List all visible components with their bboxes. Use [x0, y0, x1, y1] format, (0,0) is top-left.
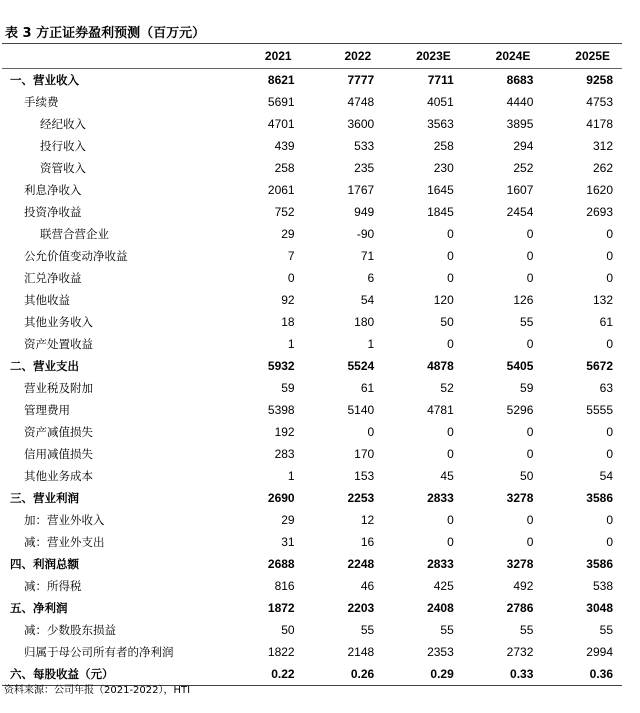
- value-cell-2023e: 3563: [427, 117, 454, 131]
- row-label: 五、净利润: [10, 601, 68, 615]
- value-cell-2022: 2203: [347, 601, 375, 615]
- value-cell-2021: 1822: [267, 645, 295, 659]
- value-cell-2023e: 1645: [427, 183, 454, 197]
- value-cell-2025e: 4753: [586, 95, 613, 109]
- value-cell-2022: 4748: [347, 95, 375, 109]
- row-label: 减：少数股东损益: [24, 623, 116, 637]
- value-cell-2024e: 0: [526, 425, 534, 439]
- value-cell-2022: 2148: [347, 645, 375, 659]
- value-cell-2025e: 2994: [586, 645, 613, 659]
- row-label: 其他业务成本: [24, 469, 93, 483]
- value-cell-2025e: 0: [606, 535, 613, 549]
- value-cell-2023e: 258: [433, 139, 454, 153]
- value-cell-2023e: 0: [447, 249, 454, 263]
- value-cell-2024e: 3895: [506, 117, 534, 131]
- value-cell-2024e: 2454: [506, 205, 534, 219]
- row-label: 其他收益: [24, 293, 70, 307]
- table-row: [2, 223, 622, 245]
- row-label: 公允价值变动净收益: [24, 249, 128, 263]
- value-cell-2023e: 4878: [427, 359, 454, 373]
- value-cell-2021: 2690: [267, 491, 295, 505]
- value-cell-2025e: 312: [592, 139, 613, 153]
- table-row: [2, 267, 622, 289]
- value-cell-2022: 12: [360, 513, 375, 527]
- row-label: 信用减值损失: [24, 447, 93, 461]
- source-note: 资料来源：公司年报（2021-2022），HTI: [4, 685, 191, 696]
- table-row: [2, 399, 622, 421]
- value-cell-2022: 7777: [347, 73, 375, 87]
- table-row: [2, 509, 622, 531]
- table-row: [2, 487, 622, 509]
- value-cell-2023e: 0: [447, 535, 454, 549]
- table-row: [2, 245, 622, 267]
- table-row: [2, 553, 622, 575]
- value-cell-2025e: 0.36: [542, 663, 622, 686]
- value-cell-2021: 816: [274, 579, 295, 593]
- value-cell-2024e: 5296: [506, 403, 534, 417]
- value-cell-2021: 258: [274, 161, 295, 175]
- table-row: [2, 465, 622, 487]
- value-cell-2024e: 4440: [506, 95, 534, 109]
- table-row: [2, 135, 622, 157]
- value-cell-2022: 54: [360, 293, 375, 307]
- value-cell-2022: 0: [367, 425, 375, 439]
- value-cell-2021: 92: [281, 293, 295, 307]
- value-cell-2023e: 4051: [427, 95, 454, 109]
- value-cell-2023e: 0: [447, 513, 454, 527]
- value-cell-2022: 16: [360, 535, 375, 549]
- row-label: 加：营业外收入: [24, 513, 105, 527]
- table-row: [2, 355, 622, 377]
- value-cell-2025e: 5672: [586, 359, 613, 373]
- value-cell-2025e: 5555: [586, 403, 613, 417]
- value-cell-2024e: 294: [513, 139, 534, 153]
- value-cell-2023e: 425: [433, 579, 454, 593]
- table-row: [2, 91, 622, 113]
- value-cell-2025e: 0: [606, 271, 613, 285]
- value-cell-2022: 46: [360, 579, 375, 593]
- value-cell-2022: 2253: [347, 491, 375, 505]
- row-label: 经纪收入: [40, 117, 86, 131]
- value-cell-2024e: 0: [526, 271, 534, 285]
- title-bar: [2, 14, 622, 44]
- table-row: [2, 619, 622, 641]
- value-cell-2023e: 0: [447, 447, 454, 461]
- value-cell-2024e: 252: [513, 161, 534, 175]
- row-label: 三、营业利润: [10, 491, 79, 505]
- row-label: 手续费: [24, 95, 59, 109]
- row-label: 四、利润总额: [10, 557, 79, 571]
- value-cell-2023e: 120: [433, 293, 454, 307]
- table-row: [2, 333, 622, 355]
- value-cell-2022: 5524: [347, 359, 375, 373]
- value-cell-2021: 283: [274, 447, 295, 461]
- header-year-2021: 2021: [224, 44, 304, 69]
- header-label-cell: [2, 44, 224, 69]
- value-cell-2024e: 2786: [506, 601, 534, 615]
- value-cell-2024e: 59: [520, 381, 534, 395]
- table-row: [2, 311, 622, 333]
- value-cell-2023e: 4781: [427, 403, 454, 417]
- value-cell-2021: 8621: [267, 73, 295, 87]
- row-label: 资管收入: [40, 161, 86, 175]
- value-cell-2024e: 0: [526, 337, 534, 351]
- value-cell-2025e: 55: [599, 623, 613, 637]
- value-cell-2022: 6: [367, 271, 375, 285]
- value-cell-2021: 192: [274, 425, 295, 439]
- value-cell-2024e: 55: [520, 623, 534, 637]
- value-cell-2024e: 0: [526, 447, 534, 461]
- value-cell-2021: 29: [281, 513, 295, 527]
- value-cell-2024e: 492: [513, 579, 534, 593]
- value-cell-2024e: 0: [526, 227, 534, 241]
- value-cell-2021: 50: [281, 623, 295, 637]
- row-label: 投资净收益: [24, 205, 82, 219]
- value-cell-2024e: 55: [520, 315, 534, 329]
- value-cell-2021: 0: [287, 271, 295, 285]
- row-label: 归属于母公司所有者的净利润: [24, 645, 174, 659]
- value-cell-2025e: 61: [599, 315, 613, 329]
- value-cell-2021: 59: [281, 381, 295, 395]
- value-cell-2022: 949: [354, 205, 375, 219]
- value-cell-2023e: 0: [447, 425, 454, 439]
- row-label: 一、营业收入: [10, 73, 79, 87]
- value-cell-2025e: 262: [592, 161, 613, 175]
- value-cell-2023e: 7711: [427, 73, 454, 87]
- value-cell-2023e: 2833: [427, 491, 454, 505]
- value-cell-2021: 5398: [267, 403, 295, 417]
- table-row: [2, 157, 622, 179]
- value-cell-2025e: 63: [599, 381, 613, 395]
- value-cell-2024e: 0: [526, 535, 534, 549]
- value-cell-2024e: 3278: [506, 491, 534, 505]
- value-cell-2023e: 1845: [427, 205, 454, 219]
- value-cell-2023e: 2408: [427, 601, 454, 615]
- value-cell-2023e: 0: [447, 337, 454, 351]
- value-cell-2024e: 2732: [506, 645, 534, 659]
- value-cell-2022: 0.26: [304, 663, 384, 686]
- value-cell-2025e: 3586: [586, 557, 613, 571]
- value-cell-2022: -90: [356, 227, 375, 241]
- value-cell-2021: 1872: [267, 601, 295, 615]
- value-cell-2023e: 2353: [427, 645, 454, 659]
- value-cell-2023e: 2833: [427, 557, 454, 571]
- value-cell-2022: 533: [354, 139, 375, 153]
- table-row: [2, 113, 622, 135]
- value-cell-2025e: 0: [606, 513, 613, 527]
- value-cell-2021: 29: [281, 227, 295, 241]
- value-cell-2022: 235: [354, 161, 375, 175]
- value-cell-2025e: 1620: [586, 183, 613, 197]
- table-row: [2, 69, 622, 92]
- table-row: [2, 641, 622, 663]
- table-title: 表 3 方正证券盈利预测（百万元）: [5, 26, 206, 41]
- value-cell-2023e: 52: [440, 381, 454, 395]
- value-cell-2022: 3600: [347, 117, 375, 131]
- row-label: 其他业务收入: [24, 315, 93, 329]
- table-row: [2, 201, 622, 223]
- header-row: [2, 44, 622, 69]
- row-label: 减：营业外支出: [24, 535, 105, 549]
- value-cell-2024e: 0: [526, 513, 534, 527]
- value-cell-2021: 439: [274, 139, 295, 153]
- header-year-2022: 2022: [304, 44, 384, 69]
- value-cell-2022: 153: [354, 469, 375, 483]
- value-cell-2024e: 5405: [506, 359, 534, 373]
- value-cell-2023e: 55: [440, 623, 454, 637]
- header-year-2023e: 2023E: [383, 44, 463, 69]
- value-cell-2025e: 0: [606, 249, 613, 263]
- value-cell-2021: 18: [281, 315, 295, 329]
- value-cell-2022: 180: [354, 315, 375, 329]
- value-cell-2022: 71: [360, 249, 375, 263]
- table-row: [2, 575, 622, 597]
- value-cell-2024e: 0.33: [463, 663, 543, 686]
- value-cell-2025e: 2693: [586, 205, 613, 219]
- value-cell-2021: 0.22: [224, 663, 304, 686]
- value-cell-2023e: 230: [433, 161, 454, 175]
- value-cell-2021: 2688: [267, 557, 295, 571]
- value-cell-2021: 1: [287, 337, 295, 351]
- value-cell-2024e: 1607: [506, 183, 534, 197]
- value-cell-2022: 55: [360, 623, 375, 637]
- value-cell-2025e: 0: [606, 227, 613, 241]
- table-row: [2, 421, 622, 443]
- value-cell-2022: 1: [367, 337, 375, 351]
- value-cell-2022: 170: [354, 447, 375, 461]
- table-row: [2, 377, 622, 399]
- value-cell-2023e: 0.29: [383, 663, 463, 686]
- row-label: 联营合营企业: [40, 227, 109, 241]
- row-label: 六、每股收益（元）: [2, 663, 224, 686]
- value-cell-2021: 31: [281, 535, 295, 549]
- row-label: 营业税及附加: [24, 381, 93, 395]
- value-cell-2024e: 8683: [506, 73, 534, 87]
- value-cell-2021: 4701: [267, 117, 295, 131]
- value-cell-2022: 2248: [347, 557, 375, 571]
- value-cell-2025e: 3048: [586, 601, 613, 615]
- value-cell-2025e: 0: [606, 337, 613, 351]
- value-cell-2024e: 3278: [506, 557, 534, 571]
- header-year-2025e: 2025E: [542, 44, 622, 69]
- value-cell-2025e: 9258: [586, 73, 613, 87]
- value-cell-2025e: 0: [606, 425, 613, 439]
- value-cell-2021: 7: [287, 249, 295, 263]
- table-row: [2, 531, 622, 553]
- table-row: [2, 289, 622, 311]
- value-cell-2025e: 4178: [586, 117, 613, 131]
- value-cell-2025e: 0: [606, 447, 613, 461]
- value-cell-2022: 5140: [347, 403, 375, 417]
- value-cell-2021: 5691: [267, 95, 295, 109]
- profit-forecast-table: [2, 44, 622, 686]
- value-cell-2023e: 0: [447, 271, 454, 285]
- row-label: 减：所得税: [24, 579, 82, 593]
- value-cell-2021: 2061: [267, 183, 295, 197]
- value-cell-2023e: 45: [440, 469, 454, 483]
- value-cell-2023e: 0: [447, 227, 454, 241]
- value-cell-2022: 1767: [347, 183, 375, 197]
- row-label: 汇兑净收益: [24, 271, 82, 285]
- value-cell-2024e: 0: [526, 249, 534, 263]
- row-label: 投行收入: [40, 139, 86, 153]
- value-cell-2022: 61: [360, 381, 375, 395]
- row-label: 利息净收入: [24, 183, 82, 197]
- value-cell-2024e: 126: [513, 293, 534, 307]
- row-label: 二、营业支出: [10, 359, 79, 373]
- table-row: [2, 597, 622, 619]
- row-label: 管理费用: [24, 403, 70, 417]
- value-cell-2024e: 50: [520, 469, 534, 483]
- header-year-2024e: 2024E: [463, 44, 543, 69]
- value-cell-2021: 1: [287, 469, 295, 483]
- table-row: [2, 443, 622, 465]
- row-label: 资产减值损失: [24, 425, 93, 439]
- value-cell-2025e: 538: [592, 579, 613, 593]
- row-label: 资产处置收益: [24, 337, 93, 351]
- value-cell-2025e: 54: [599, 469, 613, 483]
- value-cell-2023e: 50: [440, 315, 454, 329]
- table-row: [2, 179, 622, 201]
- table-body: [2, 69, 622, 686]
- value-cell-2021: 752: [274, 205, 295, 219]
- value-cell-2025e: 3586: [586, 491, 613, 505]
- value-cell-2025e: 132: [592, 293, 613, 307]
- value-cell-2021: 5932: [267, 359, 295, 373]
